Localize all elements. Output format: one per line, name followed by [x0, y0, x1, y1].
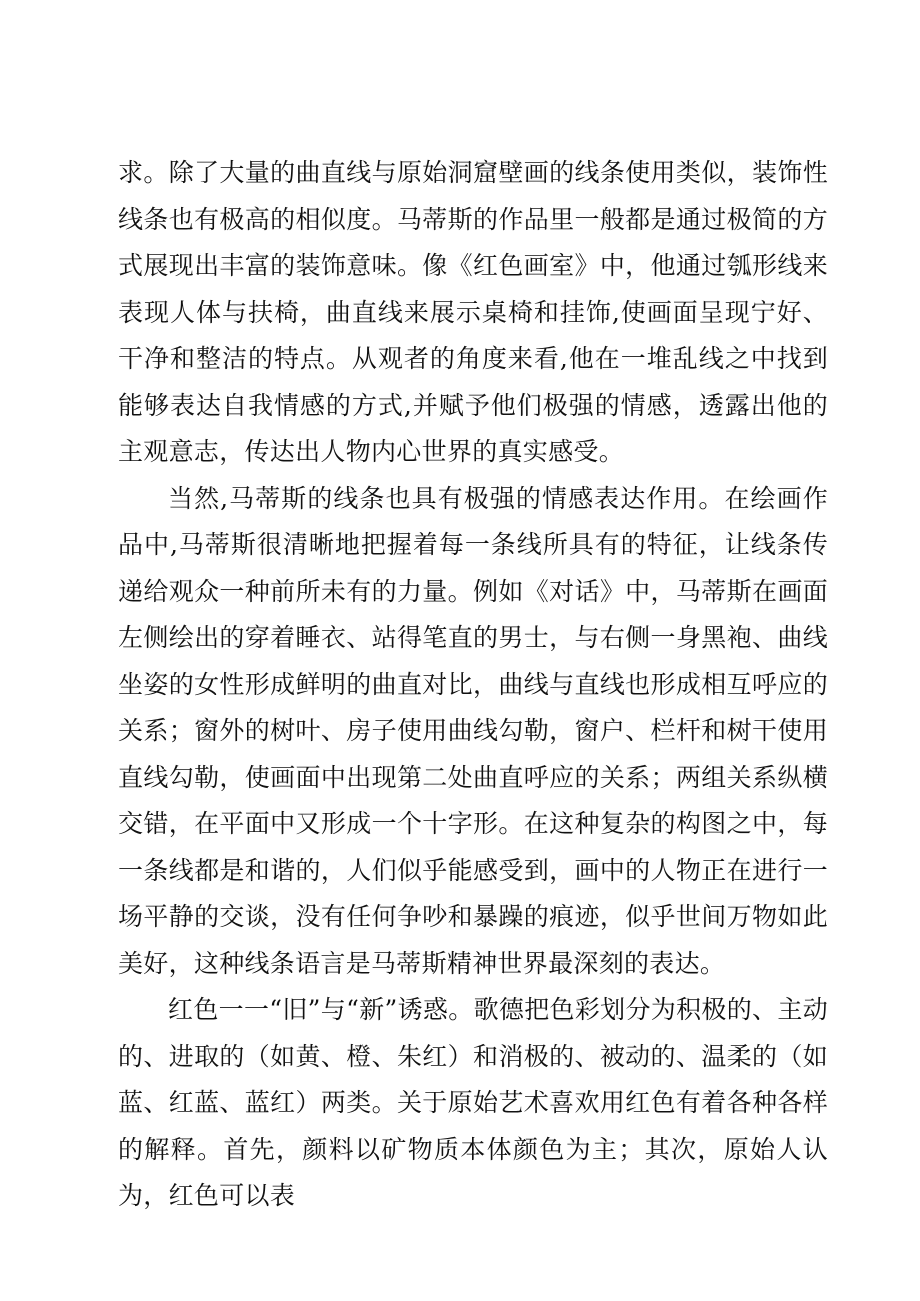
paragraph-matisse-emotional-lines: 当然,马蒂斯的线条也具有极强的情感表达作用。在绘画作品中,马蒂斯很清晰地把握着每一条线所具有的特征，让线条传递给观众一种前所未有的力量。例如《对话》中，马蒂斯在画面左侧绘出的穿着睡衣、站得笔直的男士，与右侧一身黑袍、曲线坐姿的女性形成鲜明的曲直对比，曲线与直线也形成相互呼应的关系；窗外的树叶、房子使用曲线勾勒，窗户、栏杆和树干使用直线勾勒，使画面中出现第二处曲直呼应的关系；两组关系纵横交错，在平面中又形成一个十字形。在这种复杂的构图之中，每一条线都是和谐的，人们似乎能感受到，画中的人物正在进行一场平静的交谈，没有任何争吵和暴躁的痕迹，似乎世间万物如此美好，这种线条语言是马蒂斯精神世界最深刻的表达。 — [118, 483, 828, 978]
paragraph-matisse-decorative-lines: 求。除了大量的曲直线与原始洞窟壁画的线条使用类似，装饰性线条也有极高的相似度。马蒂斯的作品里一般都是通过极简的方式展现出丰富的装饰意味。像《红色画室》中，他通过瓠形线来表现人体与扶椅，曲直线来展示桌椅和挂饰,使画面呈现宁好、干净和整洁的特点。从观者的角度来看,他在一堆乱线之中找到能够表达自我情感的方式,并赋予他们极强的情感，透露出他的主观意志，传达出人物内心世界的真实感受。 — [118, 158, 828, 466]
paragraph-red-color: 红色一一“旧”与“新”诱惑。歌德把色彩划分为积极的、主动的、进取的（如黄、橙、朱红）和消极的、被动的、温柔的（如蓝、红蓝、蓝红）两类。关于原始艺术喜欢用红色有着各种各样的解释。首先，颜料以矿物质本体颜色为主；其次，原始人认为，红色可以表 — [118, 995, 828, 1210]
body-text — [118, 150, 828, 1220]
